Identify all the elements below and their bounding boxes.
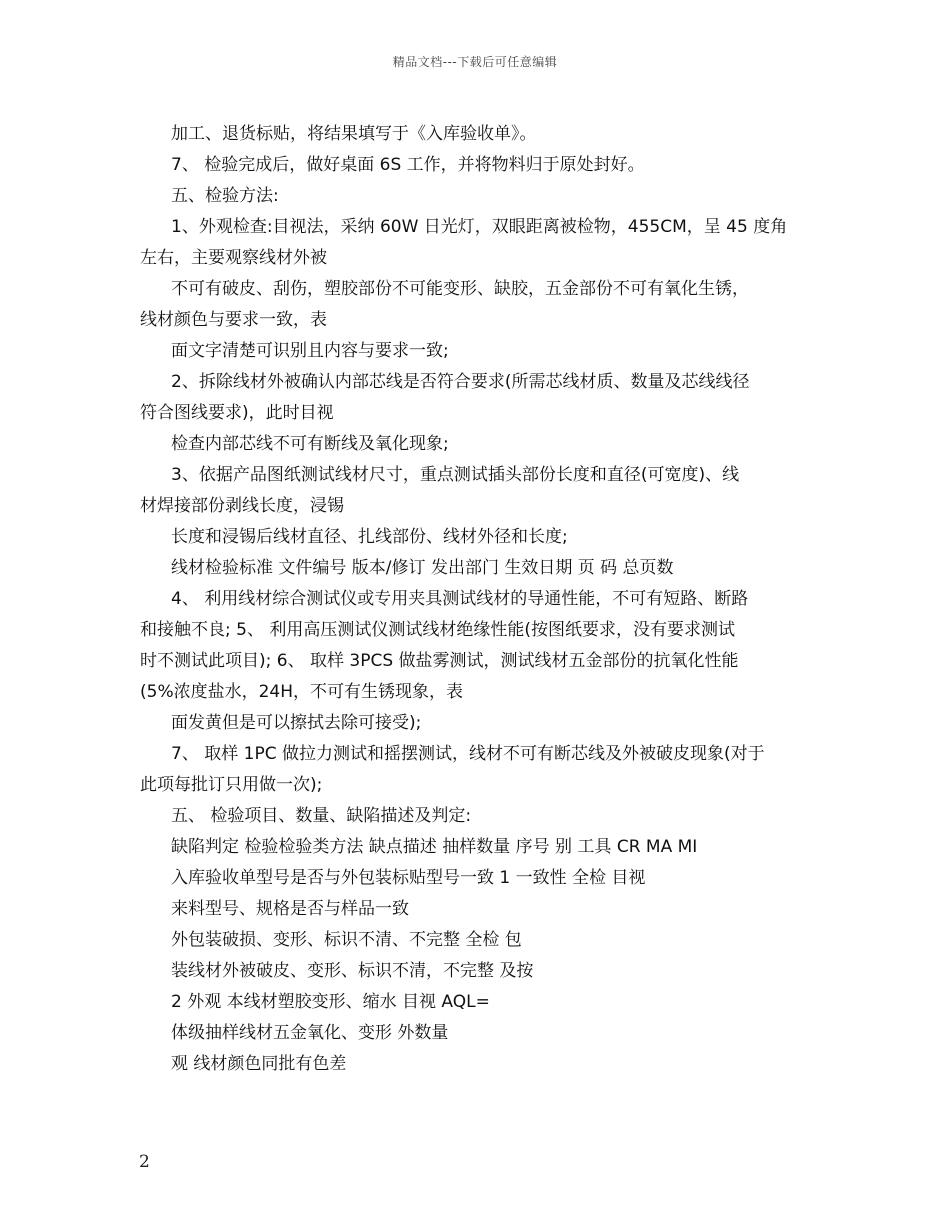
body-line: 面发黄但是可以擦拭去除可接受);: [171, 713, 422, 733]
body-line: 入库验收单型号是否与外包装标贴型号一致 1 一致性 全检 目视: [171, 868, 646, 888]
body-line: 7、 取样 1PC 做拉力测试和摇摆测试，线材不可有断芯线及外被破皮现象(对于: [171, 744, 765, 764]
body-line: 2 外观 本线材塑胶变形、缩水 目视 AQL=: [171, 992, 490, 1012]
body-line: 装线材外被破皮、变形、标识不清，不完整 及按: [171, 961, 534, 981]
body-line: 体级抽样线材五金氧化、变形 外数量: [171, 1023, 449, 1043]
body-line: 缺陷判定 检验检验类方法 缺点描述 抽样数量 序号 别 工具 CR MA MI: [171, 837, 698, 857]
body-line: 2、拆除线材外被确认内部芯线是否符合要求(所需芯线材质、数量及芯线线径: [171, 372, 750, 392]
body-line: 面文字清楚可识别且内容与要求一致;: [171, 341, 449, 361]
body-line: 3、依据产品图纸测试线材尺寸，重点测试插头部份长度和直径(可宽度)、线: [171, 465, 740, 485]
body-line: 左右，主要观察线材外被: [140, 248, 327, 268]
body-line: 加工、退货标贴，将结果填写于《入库验收单》。: [171, 124, 537, 144]
body-line: 线材检验标准 文件编号 版本/修订 发出部门 生效日期 页 码 总页数: [171, 558, 674, 578]
body-line: 观 线材颜色同批有色差: [171, 1054, 347, 1074]
body-line: 五、 检验项目、数量、缺陷描述及判定:: [171, 806, 472, 826]
body-line: 外包装破损、变形、标识不清、不完整 全检 包: [171, 930, 522, 950]
page-header: 精品文档---下载后可任意编辑: [392, 55, 558, 69]
body-line: 时不测试此项目); 6、 取样 3PCS 做盐雾测试，测试线材五金部份的抗氧化性能: [140, 651, 739, 671]
body-line: 此项每批订只用做一次);: [140, 775, 323, 795]
body-line: 来料型号、规格是否与样品一致: [171, 899, 409, 919]
document-body: [140, 119, 815, 1080]
body-line: 长度和浸锡后线材直径、扎线部份、线材外径和长度;: [171, 527, 568, 547]
body-line: 符合图线要求)，此时目视: [140, 403, 334, 423]
body-line: 检查内部芯线不可有断线及氧化现象;: [171, 434, 449, 454]
body-line: 1、外观检查:目视法，采纳 60W 日光灯，双眼距离被检物，455CM，呈 45 度角: [171, 217, 788, 237]
body-line: 4、 利用线材综合测试仪或专用夹具测试线材的导通性能，不可有短路、断路: [171, 589, 749, 609]
page-number: 2: [139, 1152, 150, 1172]
body-line: 和接触不良; 5、 利用高压测试仪测试线材绝缘性能(按图纸要求，没有要求测试: [140, 620, 735, 640]
body-line: 材焊接部份剥线长度，浸锡: [140, 496, 344, 516]
body-line: 不可有破皮、刮伤，塑胶部份不可能变形、缺胶，五金部份不可有氧化生锈，: [171, 279, 749, 299]
body-line: 7、 检验完成后，做好桌面 6S 工作，并将物料归于原处封好。: [171, 155, 645, 175]
body-line: 线材颜色与要求一致，表: [140, 310, 327, 330]
body-line: (5%浓度盐水，24H，不可有生锈现象，表: [140, 682, 464, 702]
body-line: 五、检验方法:: [171, 186, 279, 206]
